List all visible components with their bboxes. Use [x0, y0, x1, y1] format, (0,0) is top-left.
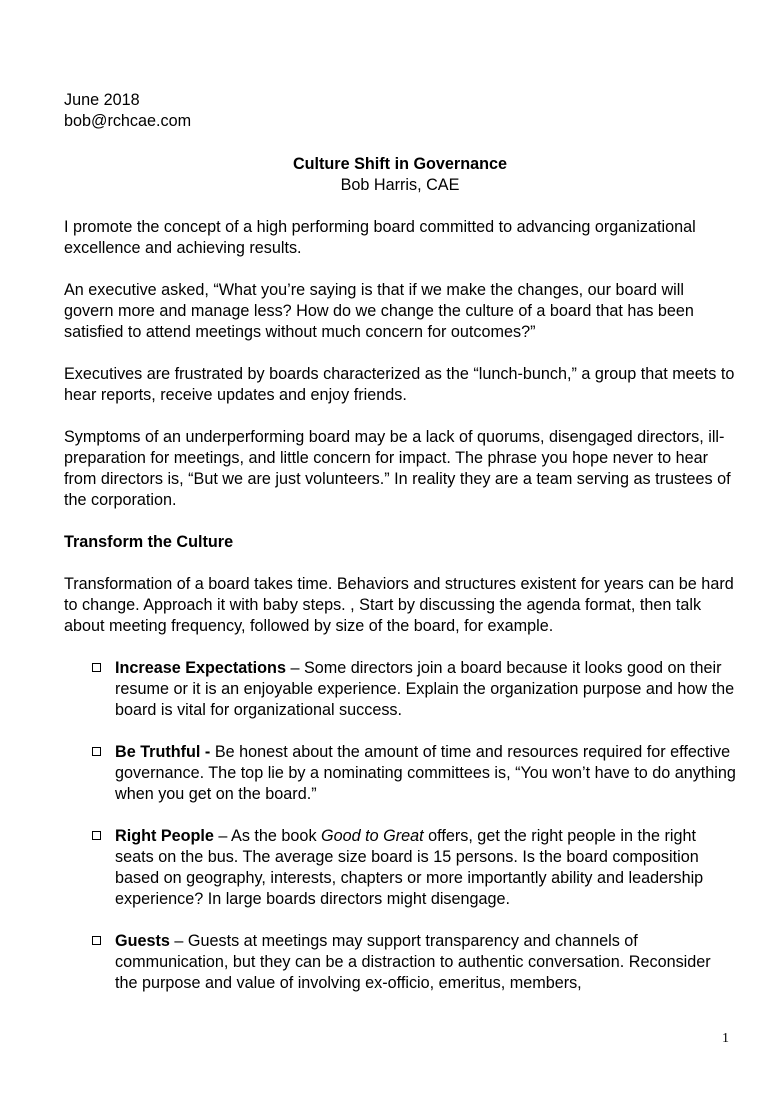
- author-email: bob@rchcae.com: [64, 112, 192, 130]
- document-author: Bob Harris, CAE: [340, 176, 460, 194]
- title-block: [64, 154, 736, 196]
- bullet-text: offers, get the right people in the right seats on the bus. The average size board is 15 persons. Is the board composition based on geography, interests, chapters or more importantly ability and leadership experience? In large boards directors might disengage.: [115, 827, 704, 908]
- bullet-item-guests: [64, 931, 736, 994]
- bullet-item-increase-expectations: [64, 658, 736, 721]
- bullet-text: – As the book: [213, 827, 322, 845]
- paragraph-symptoms: Symptoms of an underperforming board may be a lack of quorums, disengaged directors, ill-preparation for meetings, and little concern for impact. The phrase you hope never to hear from directors is, “But we are just volunteers.” In reality they are a team serving as trustees of the corporation.: [64, 428, 731, 509]
- bullet-text: – Some directors join a board because it looks good on their resume or it is an enjoyable experience. Explain the organization purpose and how the board is vital for organizational success.: [115, 659, 735, 719]
- bullet-text: – Guests at meetings may support transparency and channels of communication, but they can be a distraction to authentic conversation. Reconsider the purpose and value of involving ex-officio, emeritus, members,: [115, 932, 711, 992]
- bullet-heading: Be Truthful -: [115, 743, 211, 761]
- checkbox-bullet-icon: [92, 663, 101, 672]
- paragraph-executive-question: An executive asked, “What you’re saying is that if we make the changes, our board will govern more and manage less? How do we change the culture of a board that has been satisfied to attend meetings without much concern for outcomes?”: [64, 281, 694, 341]
- section-heading: Transform the Culture: [64, 533, 234, 551]
- document-page: [64, 90, 736, 994]
- bullet-item-be-truthful: [64, 742, 736, 805]
- bullet-heading: Guests: [115, 932, 170, 950]
- page-number: 1: [722, 1031, 729, 1046]
- bullet-heading: Increase Expectations: [115, 659, 286, 677]
- checkbox-bullet-icon: [92, 936, 101, 945]
- bullet-heading: Right People: [115, 827, 214, 845]
- checkbox-bullet-icon: [92, 747, 101, 756]
- document-title: Culture Shift in Governance: [292, 155, 508, 173]
- paragraph-transformation: Transformation of a board takes time. Behaviors and structures existent for years can be hard to change. Approach it with baby steps. , Start by discussing the agenda format, then talk about meeting frequency, followed by size of the board, for example.: [64, 575, 734, 635]
- paragraph-lunch-bunch: Executives are frustrated by boards characterized as the “lunch-bunch,” a group that meets to hear reports, receive updates and enjoy friends.: [64, 365, 735, 404]
- paragraph-intro: I promote the concept of a high performing board committed to advancing organizational excellence and achieving results.: [64, 218, 696, 257]
- checkbox-bullet-icon: [92, 831, 101, 840]
- bullet-text: Be honest about the amount of time and resources required for effective governance. The top lie by a nominating committees is, “You won’t have to do anything when you get on the board.”: [115, 743, 736, 803]
- document-date: June 2018: [64, 91, 140, 109]
- book-title: Good to Great: [321, 827, 424, 845]
- bullet-item-right-people: [64, 826, 736, 910]
- bullet-list: [64, 658, 736, 994]
